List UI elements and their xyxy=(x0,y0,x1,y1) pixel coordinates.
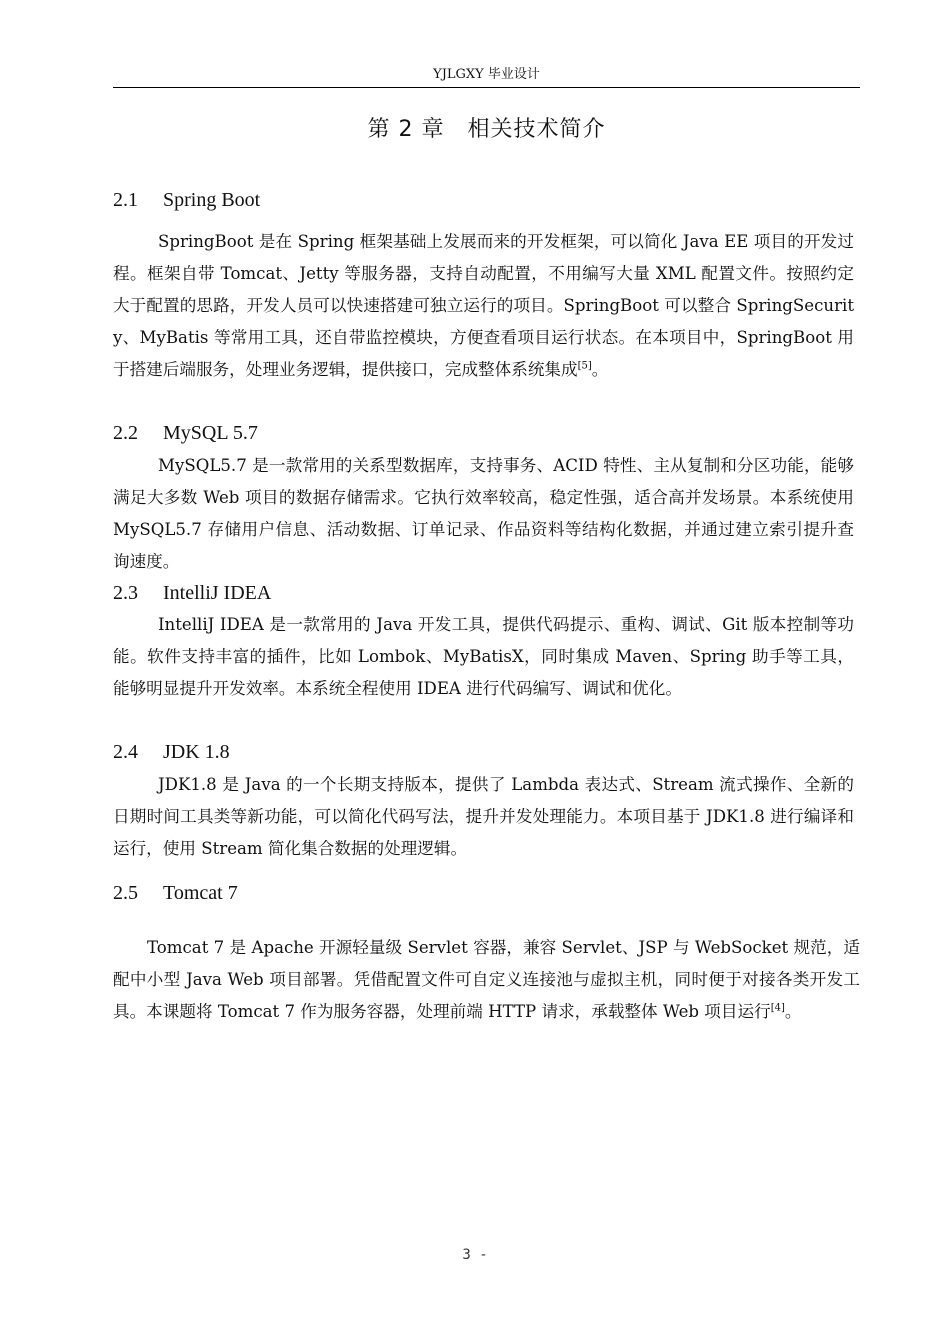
section-heading-2-3 xyxy=(113,579,271,607)
section-heading-2-2 xyxy=(113,419,258,447)
paragraph-text: SpringBoot 是在 Spring 框架基础上发展而来的开发框架，可以简化 Java EE 项目的开发过程。框架自带 Tomcat、Jetty 等服务器，支持自动配置，不用编写大量 XML 配置文件。按照约定大于配置的思路，开发人员可以快速搭建可独立运行的项目。SpringBoot 可以整合 SpringSecurity、MyBatis 等常用工具，还自带监控模块，方便查看项目运行状态。在本项目中，SpringBoot 用于搭建后端服务，处理业务逻辑，提供接口，完成整体系统集成 xyxy=(113,232,854,379)
page-header: YJLGXY 毕业设计 xyxy=(113,66,860,88)
section-heading-2-5 xyxy=(113,879,238,907)
section-title: Tomcat 7 xyxy=(163,882,238,904)
section-paragraph-2-5 xyxy=(113,932,860,1028)
section-heading-2-4 xyxy=(113,738,230,766)
chapter-title: 第 2 章 相关技术简介 xyxy=(367,117,606,142)
section-number: 2.2 xyxy=(113,422,138,444)
section-number: 2.5 xyxy=(113,882,138,904)
section-paragraph-2-1 xyxy=(113,226,854,386)
section-title: Spring Boot xyxy=(163,189,261,211)
citation: [4] xyxy=(770,1002,785,1014)
section-heading-2-1 xyxy=(113,186,260,214)
section-title: MySQL 5.7 xyxy=(163,422,258,444)
section-number: 2.4 xyxy=(113,741,138,763)
section-number: 2.1 xyxy=(113,189,138,211)
section-title: JDK 1.8 xyxy=(163,741,230,763)
paragraph-end: 。 xyxy=(784,1002,802,1021)
paragraph-end: 。 xyxy=(591,360,609,379)
citation: [5] xyxy=(577,360,592,372)
section-paragraph-2-4: JDK1.8 是 Java 的一个长期支持版本，提供了 Lambda 表达式、Stream 流式操作、全新的日期时间工具类等新功能，可以简化代码写法，提升并发处理能力。本项目基于 JDK1.8 进行编译和运行，使用 Stream 简化集合数据的处理逻辑。 xyxy=(113,775,854,858)
paragraph-text: Tomcat 7 是 Apache 开源轻量级 Servlet 容器，兼容 Servlet、JSP 与 WebSocket 规范，适配中小型 Java Web 项目部署。凭借配置文件可自定义连接池与虚拟主机，同时便于对接各类开发工具。本课题将 Tomcat 7 作为服务容器，处理前端 HTTP 请求，承载整体 Web 项目运行 xyxy=(113,938,860,1021)
section-paragraph-2-2: MySQL5.7 是一款常用的关系型数据库，支持事务、ACID 特性、主从复制和分区功能，能够满足大多数 Web 项目的数据存储需求。它执行效率较高，稳定性强，适合高并发场景。本系统使用 MySQL5.7 存储用户信息、活动数据、订单记录、作品资料等结构化数据，并通过建立索引提升查询速度。 xyxy=(113,456,854,571)
section-paragraph-2-3: IntelliJ IDEA 是一款常用的 Java 开发工具，提供代码提示、重构、调试、Git 版本控制等功能。软件支持丰富的插件，比如 Lombok、MyBatisX，同时集成 Maven、Spring 助手等工具，能够明显提升开发效率。本系统全程使用 IDEA 进行代码编写、调试和优化。 xyxy=(113,615,854,698)
section-title: IntelliJ IDEA xyxy=(163,582,272,604)
page-number: 3 - xyxy=(462,1247,488,1263)
section-number: 2.3 xyxy=(113,582,138,604)
